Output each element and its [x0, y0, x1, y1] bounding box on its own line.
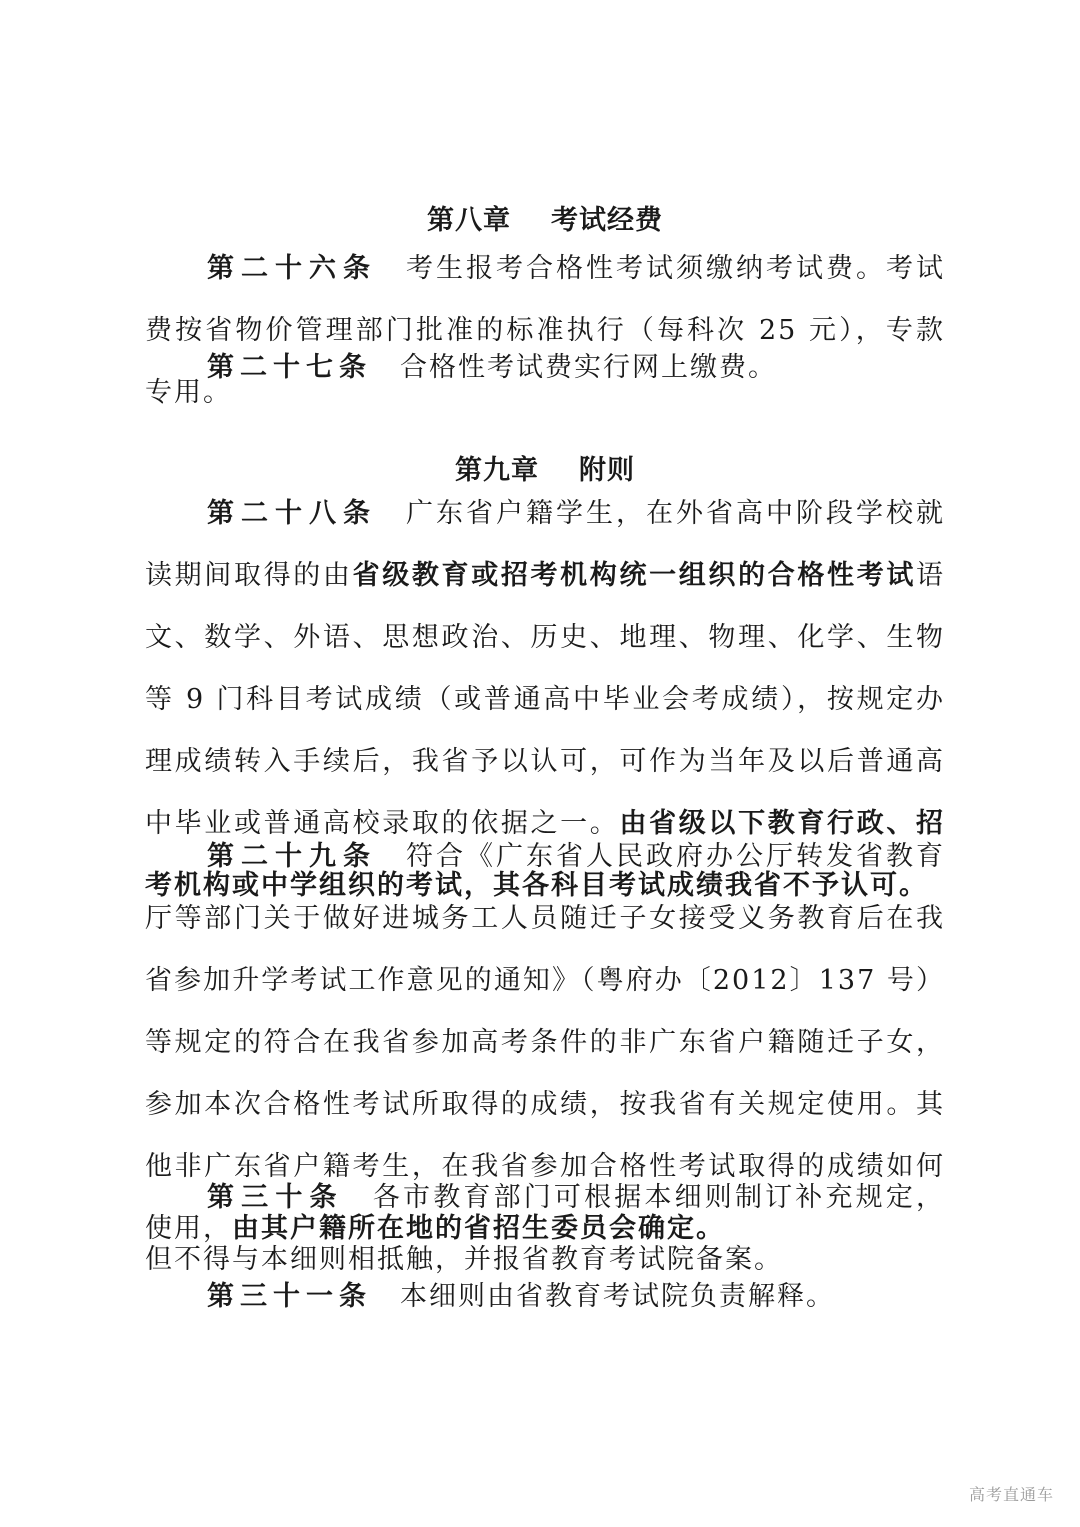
chapter-8-title [145, 198, 945, 237]
article-28-number: 第二十八条 [207, 498, 377, 529]
article-31 [145, 1266, 945, 1328]
chapter-9-name: 附则 [579, 455, 635, 486]
article-28-bold-a: 省级教育或招考机构统一组织的合格性考试 [352, 560, 917, 591]
article-29-bold-a: 由其户籍所在地的省招生委员会确定。 [232, 1213, 725, 1244]
article-31-text: 本细则由省教育考试院负责解释。 [400, 1281, 835, 1312]
article-28-bold-b: 由省级以下教育行政、招考机构或中学组织的考试，其各科目考试成绩我省不予认可。 [145, 808, 946, 901]
article-27-text: 合格性考试费实行网上缴费。 [400, 352, 777, 383]
chapter-9-number: 第九章 [455, 455, 539, 486]
article-28-text-b: 语文、数学、外语、思想政治、历史、地理、物理、化学、生物等 9 门科目考试成绩（或普通高中毕业会考成绩），按规定办理成绩转入手续后，我省予以认可，可作为当年及以后普通高中毕业或普通高校录取的依据之一。 [145, 560, 946, 839]
article-28-text-a: 广东省户籍学生，在外省高中阶段学校就读期间取得的由 [145, 498, 945, 591]
article-30-number: 第三十条 [207, 1182, 344, 1213]
article-29-text-a: 符合《广东省人民政府办公厅转发省教育厅等部门关于做好进城务工人员随迁子女接受义务教育后在我省参加升学考试工作意见的通知》（粤府办〔2012〕137 号）等规定的符合在我省参加高考条件的非广东省户籍随迁子女，参加本次合格性考试所取得的成绩，按我省有关规定使用。其他非广东省户籍考生，在我省参加合格性考试取得的成绩如何使用， [145, 841, 945, 1244]
article-30-text: 各市教育部门可根据本细则制订补充规定，但不得与本细则相抵触，并报省教育考试院备案。 [145, 1182, 946, 1275]
article-29-number: 第二十九条 [207, 841, 377, 872]
article-26-number: 第二十六条 [207, 253, 377, 284]
chapter-8-name: 考试经费 [551, 205, 663, 236]
article-27 [145, 337, 945, 399]
watermark-label: 高考直通车 [968, 1485, 1054, 1504]
article-27-number: 第二十七条 [207, 352, 372, 383]
chapter-8-number: 第八章 [427, 205, 511, 236]
article-26-text: 考生报考合格性考试须缴纳考试费。考试费按省物价管理部门批准的标准执行（每科次 25 元），专款专用。 [145, 253, 945, 408]
article-31-number: 第三十一条 [207, 1281, 372, 1312]
chapter-9-title [145, 448, 945, 487]
